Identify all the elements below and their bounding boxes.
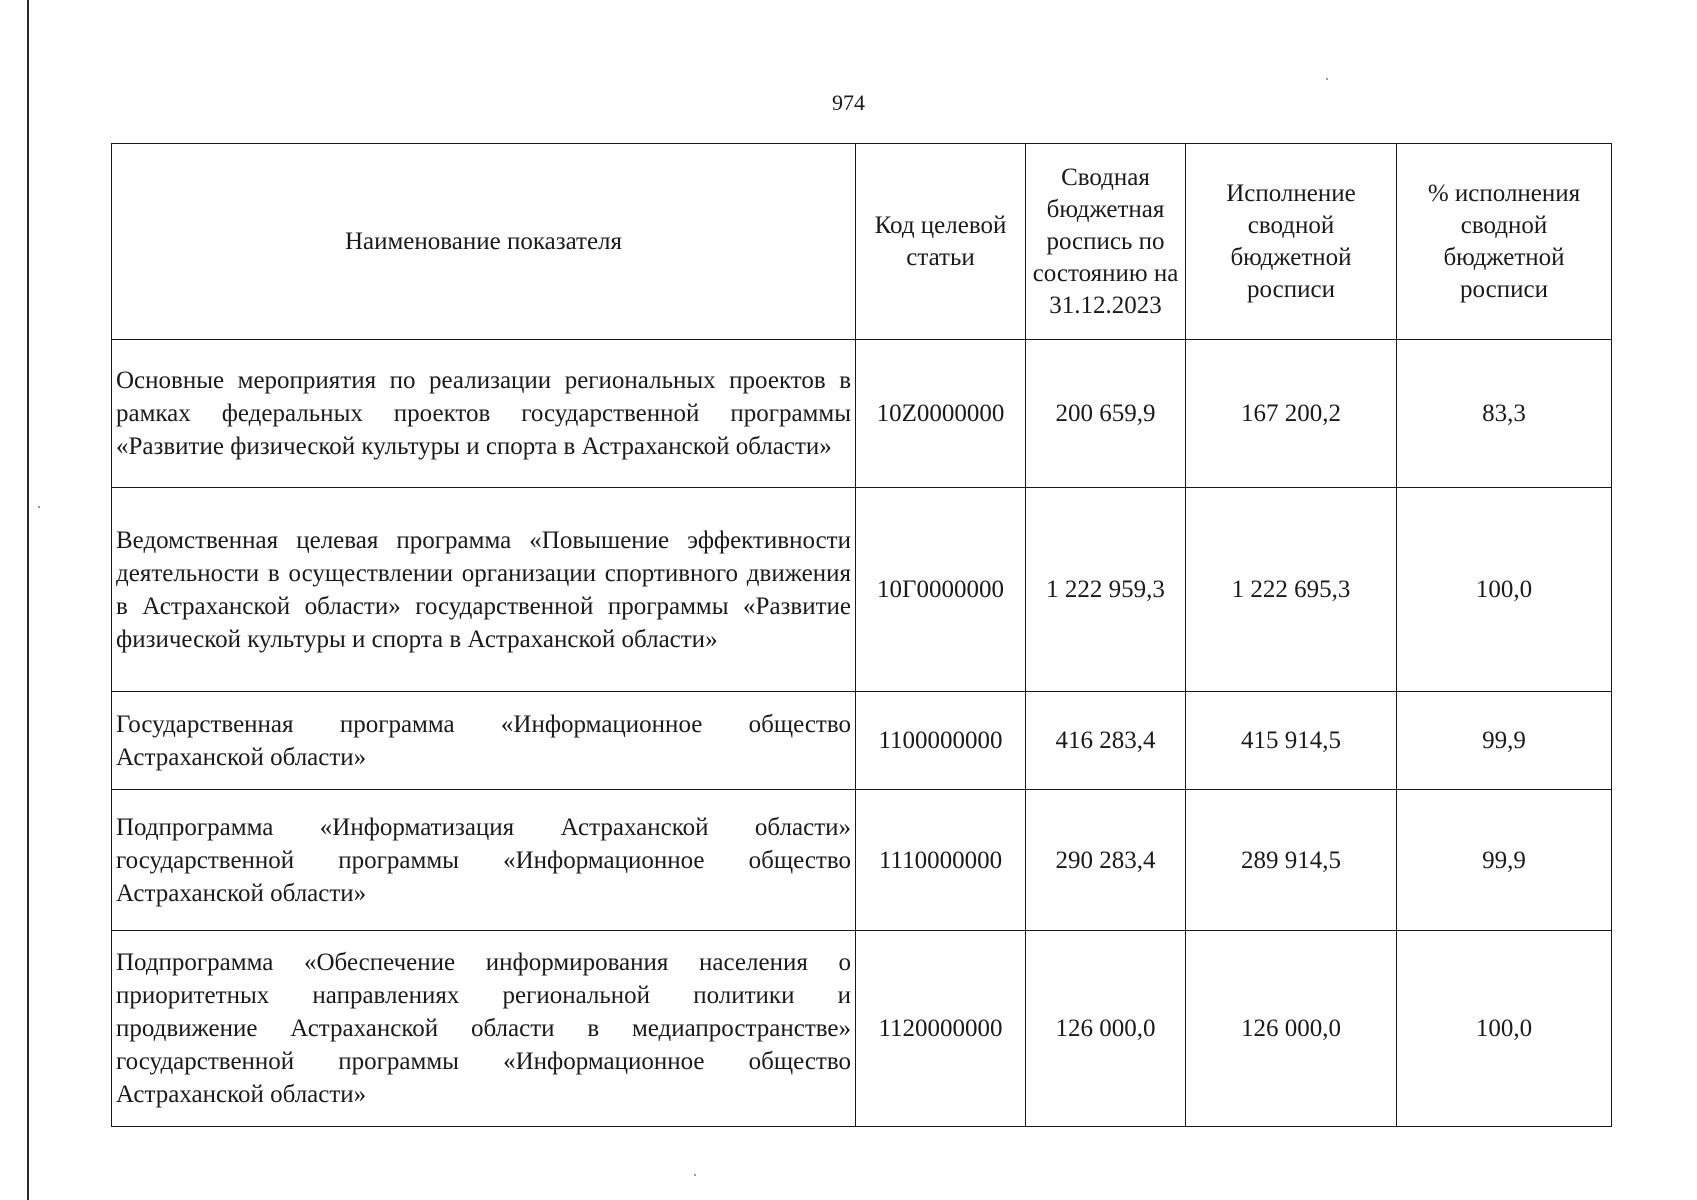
- scan-speck: [38, 506, 40, 508]
- row-execution-percent: 100,0: [1397, 931, 1612, 1127]
- row-target-code: 1120000000: [856, 931, 1026, 1127]
- scan-speck: [694, 1174, 696, 1176]
- row-budget-execution: 1 222 695,3: [1186, 488, 1397, 692]
- row-budget-plan: 200 659,9: [1026, 340, 1186, 488]
- table-header-row: [112, 144, 1612, 340]
- row-target-code: 10Г0000000: [856, 488, 1026, 692]
- row-indicator-name: Подпрограмма «Обеспечение информирования населения о приоритетных направлениях региональной политики и продвижение Астраханской области в медиапространстве» государственной программы «Информационное общество Астраханской области»: [112, 931, 856, 1127]
- row-budget-execution: 126 000,0: [1186, 931, 1397, 1127]
- row-target-code: 1110000000: [856, 790, 1026, 931]
- header-indicator-name: Наименование показателя: [112, 144, 856, 340]
- row-indicator-name: Основные мероприятия по реализации региональных проектов в рамках федеральных проектов государственной программы «Развитие физической культуры и спорта в Астраханской области»: [112, 340, 856, 488]
- table-row: [112, 692, 1612, 790]
- row-indicator-name: Государственная программа «Информационное общество Астраханской области»: [112, 692, 856, 790]
- row-budget-plan: 290 283,4: [1026, 790, 1186, 931]
- row-budget-plan: 1 222 959,3: [1026, 488, 1186, 692]
- row-execution-percent: 83,3: [1397, 340, 1612, 488]
- row-budget-execution: 289 914,5: [1186, 790, 1397, 931]
- binding-edge-line: [27, 0, 29, 1200]
- budget-execution-table: [111, 143, 1612, 1127]
- header-budget-plan: Сводная бюджетная роспись по состоянию на 31.12.2023: [1026, 144, 1186, 340]
- scan-speck: [1326, 78, 1328, 80]
- header-execution-percent: % исполнения сводной бюджетной росписи: [1397, 144, 1612, 340]
- row-indicator-name: Подпрограмма «Информатизация Астраханской области» государственной программы «Информационное общество Астраханской области»: [112, 790, 856, 931]
- row-budget-execution: 167 200,2: [1186, 340, 1397, 488]
- header-target-code: Код целевой статьи: [856, 144, 1026, 340]
- row-budget-plan: 126 000,0: [1026, 931, 1186, 1127]
- row-execution-percent: 99,9: [1397, 692, 1612, 790]
- row-target-code: 1100000000: [856, 692, 1026, 790]
- table-row: [112, 790, 1612, 931]
- table-row: [112, 488, 1612, 692]
- table-row: [112, 931, 1612, 1127]
- row-target-code: 10Z0000000: [856, 340, 1026, 488]
- row-budget-plan: 416 283,4: [1026, 692, 1186, 790]
- row-execution-percent: 100,0: [1397, 488, 1612, 692]
- page-number: 974: [832, 90, 865, 115]
- row-indicator-name: Ведомственная целевая программа «Повышение эффективности деятельности в осуществлении организации спортивного движения в Астраханской области» государственной программы «Развитие физической культуры и спорта в Астраханской области»: [112, 488, 856, 692]
- header-budget-execution: Исполнение сводной бюджетной росписи: [1186, 144, 1397, 340]
- row-budget-execution: 415 914,5: [1186, 692, 1397, 790]
- table-row: [112, 340, 1612, 488]
- row-execution-percent: 99,9: [1397, 790, 1612, 931]
